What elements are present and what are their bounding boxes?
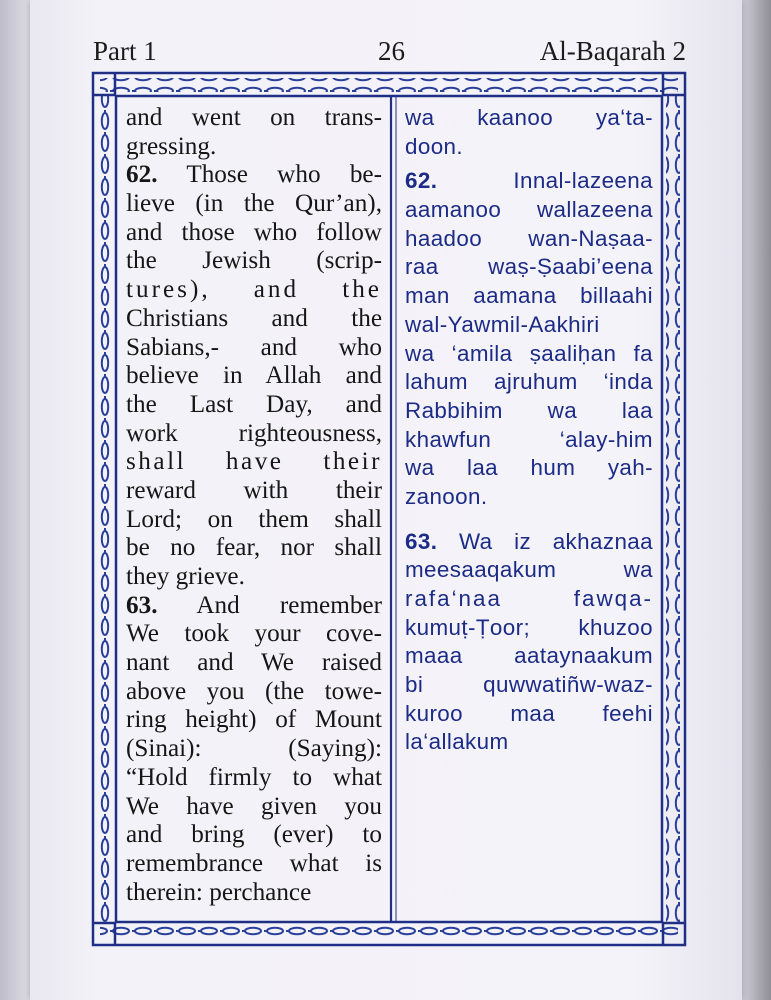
text-line: zanoon. bbox=[405, 483, 488, 509]
verse-62-opening: Innal-lazeena bbox=[513, 168, 653, 194]
text-line: wal-Yawmil-Aakhiri bbox=[405, 311, 600, 337]
verse-number: 63. bbox=[126, 591, 158, 619]
text-line: Christians and the bbox=[126, 304, 382, 332]
text-line: haadoo wan-Naṣaa- bbox=[405, 225, 653, 251]
text-line: wa ‘amila ṣaaliḥan fa bbox=[405, 340, 653, 366]
verse-63-first-line bbox=[405, 528, 653, 557]
text-line: khawfun ‘alay-him bbox=[405, 426, 653, 452]
text-line: therein: perchance bbox=[126, 878, 312, 906]
text-line: Sabians,- and who bbox=[126, 333, 382, 361]
text-line: believe in Allah and bbox=[126, 362, 382, 390]
text-line: man aamana billaahi bbox=[405, 283, 653, 309]
verse-62-opening: Those who be- bbox=[186, 161, 383, 189]
text-line: gressing. bbox=[126, 132, 217, 160]
text-line: meesaaqakum wa bbox=[405, 557, 653, 583]
text-line: We have given you bbox=[126, 792, 382, 820]
text-line: lieve (in the Qur’an), bbox=[126, 190, 382, 218]
text-line: maaa aataynaakum bbox=[405, 643, 653, 669]
text-line: work righteousness, bbox=[126, 419, 382, 447]
verse-62-first-line bbox=[126, 161, 382, 190]
english-column bbox=[126, 104, 382, 907]
text-line: the Jewish (scrip- bbox=[126, 247, 382, 275]
text-line: wa laa hum yah- bbox=[405, 455, 653, 481]
text-line: raa waṣ-Ṣaabi’eena bbox=[405, 254, 653, 280]
text-line: kuroo maa feehi bbox=[405, 700, 653, 726]
verse-number: 63. bbox=[405, 528, 438, 554]
text-line: ring height) of Mount bbox=[126, 706, 382, 734]
text-line: bi quwwatiñw-waz- bbox=[405, 672, 653, 698]
text-line: rafa‘naa fawqa- bbox=[405, 586, 653, 611]
text-line: (Sinai): (Saying): bbox=[126, 735, 382, 763]
text-line: Lord; on them shall bbox=[126, 505, 382, 533]
text-line: nant and We raised bbox=[126, 649, 382, 677]
text-line: aamanoo wallazeena bbox=[405, 197, 653, 223]
text-line: the Last Day, and bbox=[126, 390, 382, 418]
text-line: “Hold firmly to what bbox=[126, 763, 382, 791]
text-line: la‘allakum bbox=[405, 729, 509, 755]
text-line: and went on trans- bbox=[126, 104, 382, 131]
text-line: lahum ajruhum ‘inda bbox=[405, 369, 653, 395]
text-line: and bring (ever) to bbox=[126, 821, 382, 849]
part-label: Part 1 bbox=[93, 36, 157, 66]
text-line: and those who follow bbox=[126, 218, 382, 246]
surah-label: Al-Baqarah 2 bbox=[539, 36, 686, 66]
text-line: wa kaanoo ya‘ta- bbox=[405, 105, 653, 130]
text-line: doon. bbox=[405, 133, 464, 159]
verse-63-first-line bbox=[126, 592, 382, 621]
verse-63-opening: Wa iz akhaznaa bbox=[458, 528, 654, 554]
text-line: be no fear, nor shall bbox=[126, 534, 382, 562]
top-border-band bbox=[100, 78, 678, 92]
right-border-band bbox=[666, 94, 680, 924]
bottom-border-band bbox=[100, 926, 678, 940]
text-line: kumuṭ-Ṭoor; khuzoo bbox=[405, 614, 653, 640]
text-line: Rabbihim wa laa bbox=[405, 397, 653, 423]
text-line: reward with their bbox=[126, 476, 382, 504]
text-line: above you (the towe- bbox=[126, 677, 382, 705]
page-number: 26 bbox=[378, 36, 405, 66]
verse-number: 62. bbox=[126, 161, 158, 189]
verse-62-first-line bbox=[405, 167, 653, 196]
verse-63-opening: And remember bbox=[196, 591, 382, 619]
text-line: they grieve. bbox=[126, 563, 245, 590]
text-line: We took your cove- bbox=[126, 620, 382, 648]
text-line: remembrance what is bbox=[126, 849, 382, 877]
transliteration-column bbox=[405, 104, 653, 757]
left-border-band bbox=[98, 94, 112, 924]
verse-number: 62. bbox=[405, 168, 438, 194]
text-line: shall have their bbox=[126, 448, 382, 476]
text-line: tures), and the bbox=[126, 276, 382, 304]
